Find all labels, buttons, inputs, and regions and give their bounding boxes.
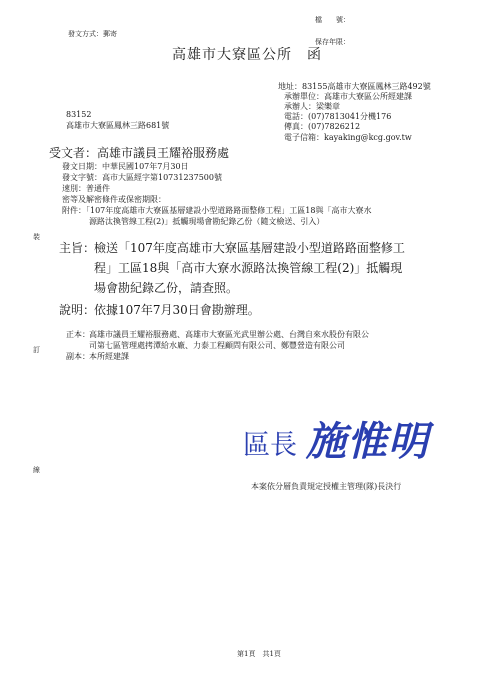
recipient: 受文者：高雄市議員王耀裕服務處 (49, 146, 230, 160)
retention-period-label: 保存年限： (315, 38, 350, 46)
margin-mark-staple: 訂 (33, 346, 40, 354)
copy-recipients-label: 副本： (66, 352, 90, 361)
subject-line-1: 檢送「107年度高雄市大寮區基層建設小型道路路面整修工 (94, 241, 405, 255)
subject-line-2: 程」工區18與「高市大寮水源路汰換管線工程(2)」抵觸現 (94, 261, 403, 275)
subject-line-3: 場會勘紀錄乙份，請查照。 (94, 281, 239, 295)
primary-recipients-line-1: 高雄市議員王耀裕服務處、高雄市大寮區光武里辦公處、台灣自來水股份有限公 (89, 330, 369, 339)
document-number: 發文字號：高市大區經字第10731237500號 (62, 173, 222, 182)
page-indicator: 第1頁 共1頁 (237, 650, 281, 658)
issue-date: 發文日期：中華民國107年7月30日 (62, 162, 189, 171)
seal-signature: 施惟明 (306, 418, 429, 465)
secrecy-level: 密等及解密條件或保密期限： (62, 195, 166, 204)
office-address: 地址：83155高雄市大寮區鳳林三路492號 (278, 82, 431, 91)
explanation-text: 依據107年7月30日會勘辦理。 (94, 303, 260, 317)
document-title: 高雄市大寮區公所 函 (172, 47, 322, 63)
seal-title: 區長 (243, 430, 297, 461)
attachment-line-2: 源路汰換管線工程(2)」抵觸現場會勘紀錄乙份（隨文檢送、引入） (89, 217, 325, 226)
copy-recipients-text: 本所經建課 (89, 352, 129, 361)
recipient-zip: 83152 (66, 110, 92, 119)
authorization-note: 本案依分層負責規定授權主管理(隊)長決行 (251, 482, 402, 491)
recipient-street: 高雄市大寮區鳳林三路681號 (66, 121, 170, 130)
phone-number: 電話：(07)7813041分機176 (284, 112, 392, 121)
explanation-label: 說明： (59, 303, 96, 317)
primary-recipients-line-2: 司第七區管理處拷潭給水廠、力泰工程顧問有限公司、鄭豐營造有限公司 (89, 341, 345, 350)
handler-name: 承辦人：梁樂章 (284, 102, 340, 111)
fax-number: 傳真：(07)7826212 (284, 122, 361, 131)
primary-recipients-label: 正本： (66, 330, 90, 339)
margin-mark-bind: 裝 (33, 233, 40, 241)
send-method: 發文方式：郵寄 (68, 30, 117, 38)
margin-mark-line: 線 (33, 466, 40, 474)
file-number-label: 檔 號： (315, 16, 350, 24)
email-address: 電子信箱：kayaking@kcg.gov.tw (284, 133, 412, 142)
attachment-line-1: 附件：「107年度高雄市大寮區基層建設小型道路路面整修工程」工區18與「高市大寮水 (62, 206, 372, 215)
delivery-speed: 速別：普通件 (62, 184, 110, 193)
handling-unit: 承辦單位：高雄市大寮區公所經建課 (284, 92, 412, 101)
subject-label: 主旨： (59, 241, 96, 255)
